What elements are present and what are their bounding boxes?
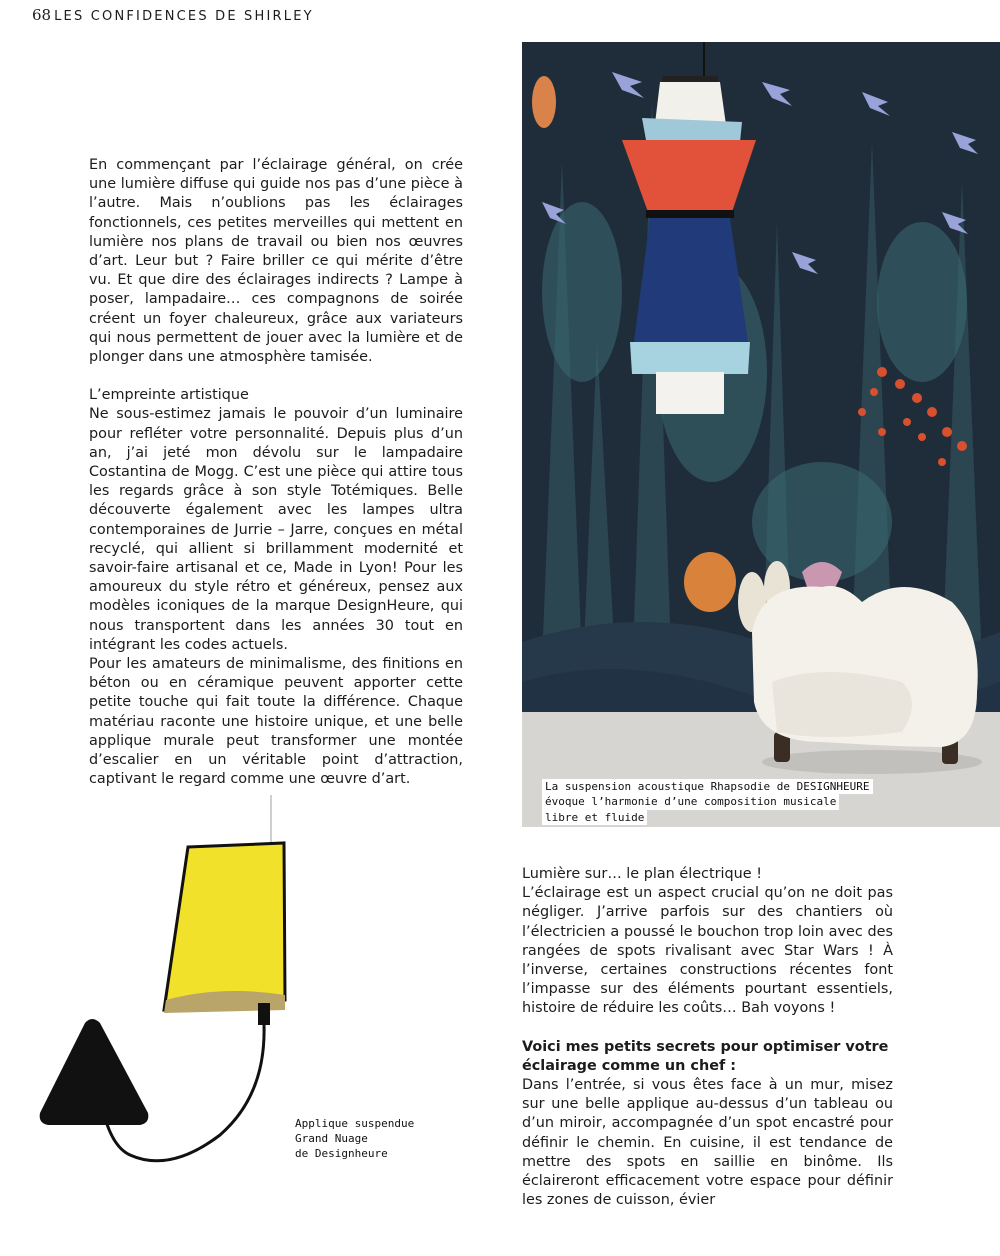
right-column xyxy=(522,865,893,1210)
section-heading-artistique: L’empreinte artistique xyxy=(89,387,249,404)
intro-paragraph: En commençant par l’éclairage général, on crée une lumière diffuse qui guide nos pas d’une pièce à l’autre. Mais n’oublions pas les éclairages fonctionnels, ces petites merveilles qui mettent en lumière nos plans de travail ou bien nos œuvres d’art. Leur but ? Faire briller ce qui mérite d’être vu. Et que dire des éclairages indirects ? Lampe à poser, lampadaire… ces compagnons de soirée créent un foyer chaleureux, grâce aux variateurs qui nous permettent de jouer avec la lumière et de plonger dans une atmosphère tamisée. xyxy=(89,157,463,366)
photo-caption xyxy=(542,779,873,825)
section-heading-secrets: Voici mes petits secrets pour optimiser votre éclairage comme un chef : xyxy=(522,1038,889,1074)
page-number: 68 xyxy=(32,6,52,24)
lamp-caption-line2: Grand Nuage xyxy=(295,1132,368,1145)
plan-electrique-paragraph: L’éclairage est un aspect crucial qu’on ne doit pas négliger. J’arrive parfois sur des chantiers où l’électricien a poussé le bouchon trop loin avec des rangées de spots rivalisant avec Star Wars ! À l’inverse, certaines constructions récentes font l’impasse sur des éléments pourtant essentiels, histoire de réduire les coûts… Bah voyons ! xyxy=(522,885,893,1017)
photo-caption-line3: libre et fluide xyxy=(542,810,647,825)
lamp-caption xyxy=(295,1116,414,1161)
photo-caption-line2: évoque l’harmonie d’une composition musicale xyxy=(542,794,839,809)
minimalisme-paragraph: Pour les amateurs de minimalisme, des finitions en béton ou en céramique peuvent apporter cette petite touche qui fait toute la différence. Chaque matériau raconte une histoire unique, et une belle applique murale peut transformer une montée d’escalier en un véritable point d’attraction, captivant le regard comme une œuvre d’art. xyxy=(89,656,463,788)
photo-caption-line1: La suspension acoustique Rhapsodie de DESIGNHEURE xyxy=(542,779,873,794)
interior-photo xyxy=(522,42,1000,827)
section-heading-plan-electrique: Lumière sur… le plan électrique ! xyxy=(522,866,762,882)
magazine-title: LES CONFIDENCES DE SHIRLEY xyxy=(54,9,314,24)
artistique-paragraph: Ne sous-estimez jamais le pouvoir d’un luminaire pour refléter votre personnalité. Depuis plus d’un an, j’ai jeté mon dévolu sur le lampadaire Costantina de Mogg. C’est une pièce qui attire tous les regards grâce à son style Totémiques. Belle découverte également avec les lampes ultra contemporaines de Jurrie – Jarre, conçues en métal recyclé, qui allient si brillamment modernité et savoir-faire artisanal et ce, Made in Lyon! Pour les amoureux du style rétro et généreux, pensez aux modèles iconiques de la marque DesignHeure, qui nous transportent dans les années 30 tout en intégrant les codes actuels. xyxy=(89,406,463,653)
page-header xyxy=(32,6,314,24)
left-column xyxy=(89,156,463,790)
lamp-caption-line1: Applique suspendue xyxy=(295,1117,415,1130)
lamp-caption-line3: de Designheure xyxy=(295,1147,388,1160)
secrets-paragraph: Dans l’entrée, si vous êtes face à un mur, misez sur une belle applique au-dessus d’un tableau ou d’un miroir, accompagnée d’un spot encastré pour définir le chemin. En cuisine, il est tendance de mettre des spots en saillie en binôme. Ils éclaireront efficacement votre espace pour définir les zones de cuisson, évier xyxy=(522,1077,893,1209)
wall-lamp-image xyxy=(30,795,290,1175)
